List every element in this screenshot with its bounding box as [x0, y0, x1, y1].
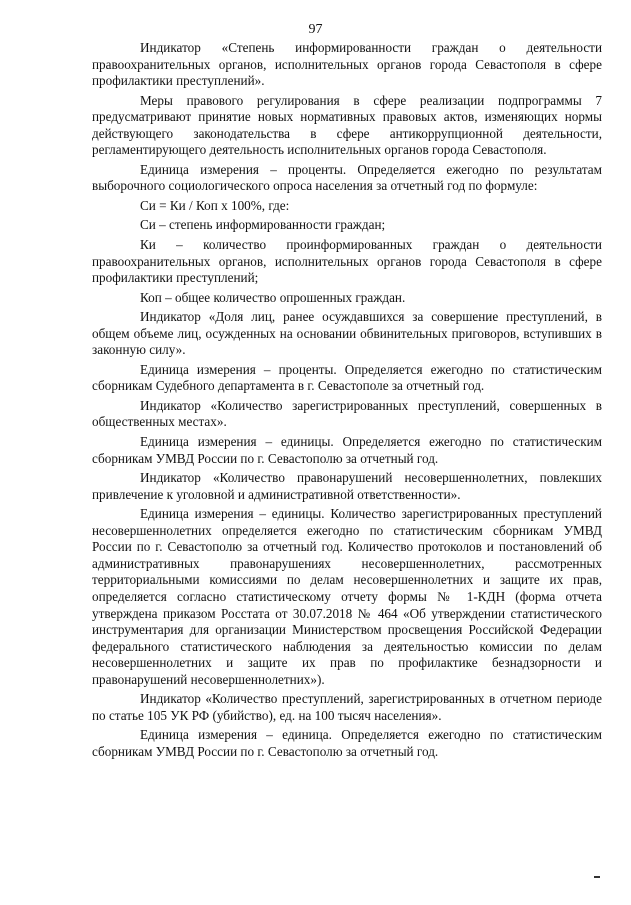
paragraph-indicator-repeat-offenders: Индикатор «Доля лиц, ранее осуждавшихся за совершение преступлений, в общем объеме лиц, осужденных на основании обвинительных приговоров, вступивших в законную силу».: [92, 309, 602, 358]
formula-term-kop: Коп – общее количество опрошенных граждан.: [140, 289, 406, 305]
paragraph-indicator-public-crimes: Индикатор «Количество зарегистрированных преступлений, совершенных в общественных местах».: [92, 397, 602, 430]
paragraph-unit-percent-survey: Единица измерения – проценты. Определяется ежегодно по результатам выборочного социологического опроса населения за отчетный год по формуле:: [92, 161, 602, 194]
formula-term-ki: Ки – количество проинформированных граждан о деятельности правоохранительных органов, исполнительных органов города Севастополя в сфере профилактики преступлений;: [92, 237, 602, 286]
document-body: [92, 40, 602, 763]
paragraph-indicator-murders: Индикатор «Количество преступлений, зарегистрированных в отчетном периоде по статье 105 УК РФ (убийство), ед. на 100 тысяч населения».: [92, 691, 602, 723]
scan-mark: [594, 876, 600, 878]
paragraph-legal-regulation: Меры правового регулирования в сфере реализации подпрограммы 7 предусматривают принятие новых нормативных правовых актов, изменяющих нормы действующего законодательства в сфере антикоррупционной деятельности, регламентирующего деятельность исполнительных органов города Севастополя.: [92, 92, 602, 158]
paragraph-unit-unit-umvd: Единица измерения – единица. Определяется ежегодно по статистическим сборникам УМВД России по г. Севастополю за отчетный год.: [92, 727, 602, 759]
formula: Си = Ки / Коп х 100%, где:: [140, 197, 290, 213]
paragraph-indicator-juvenile-offenses: Индикатор «Количество правонарушений несовершеннолетних, повлекших привлечение к уголовной и административной ответственности».: [92, 470, 602, 502]
paragraph-indicator-awareness: Индикатор «Степень информированности граждан о деятельности правоохранительных органов, исполнительных органов города Севастополя в сфере профилактики преступлений».: [92, 40, 602, 89]
paragraph-unit-units-umvd: Единица измерения – единицы. Определяется ежегодно по статистическим сборникам УМВД России по г. Севастополю за отчетный год.: [92, 434, 602, 466]
page-number: 97: [308, 22, 323, 37]
paragraph-unit-units-juvenile: Единица измерения – единицы. Количество зарегистрированных преступлений несовершеннолетних определяется ежегодно по статистическим сборникам УМВД России по г. Севастополю за отчетный год. Количество протоколов и постановлений об административных правонарушениях несовершеннолетних, рассмотренных территориальными комиссиями по делам несовершеннолетних и защите их прав, определяется согласно статистическому отчету формы № 1-КДН (форма отчета утверждена приказом Росстата от 30.07.2018 № 464 «Об утверждении статистического инструментария для организации Министерством просвещения Российской Федерации федерального статистического наблюдения за деятельностью комиссии по делам несовершеннолетних и защите их прав по профилактике безнадзорности и правонарушений несовершеннолетних»).: [92, 506, 602, 687]
paragraph-unit-percent-court: Единица измерения – проценты. Определяется ежегодно по статистическим сборникам Судебного департамента в г. Севастополе за отчетный год.: [92, 361, 602, 394]
formula-term-si: Си – степень информированности граждан;: [140, 217, 386, 233]
